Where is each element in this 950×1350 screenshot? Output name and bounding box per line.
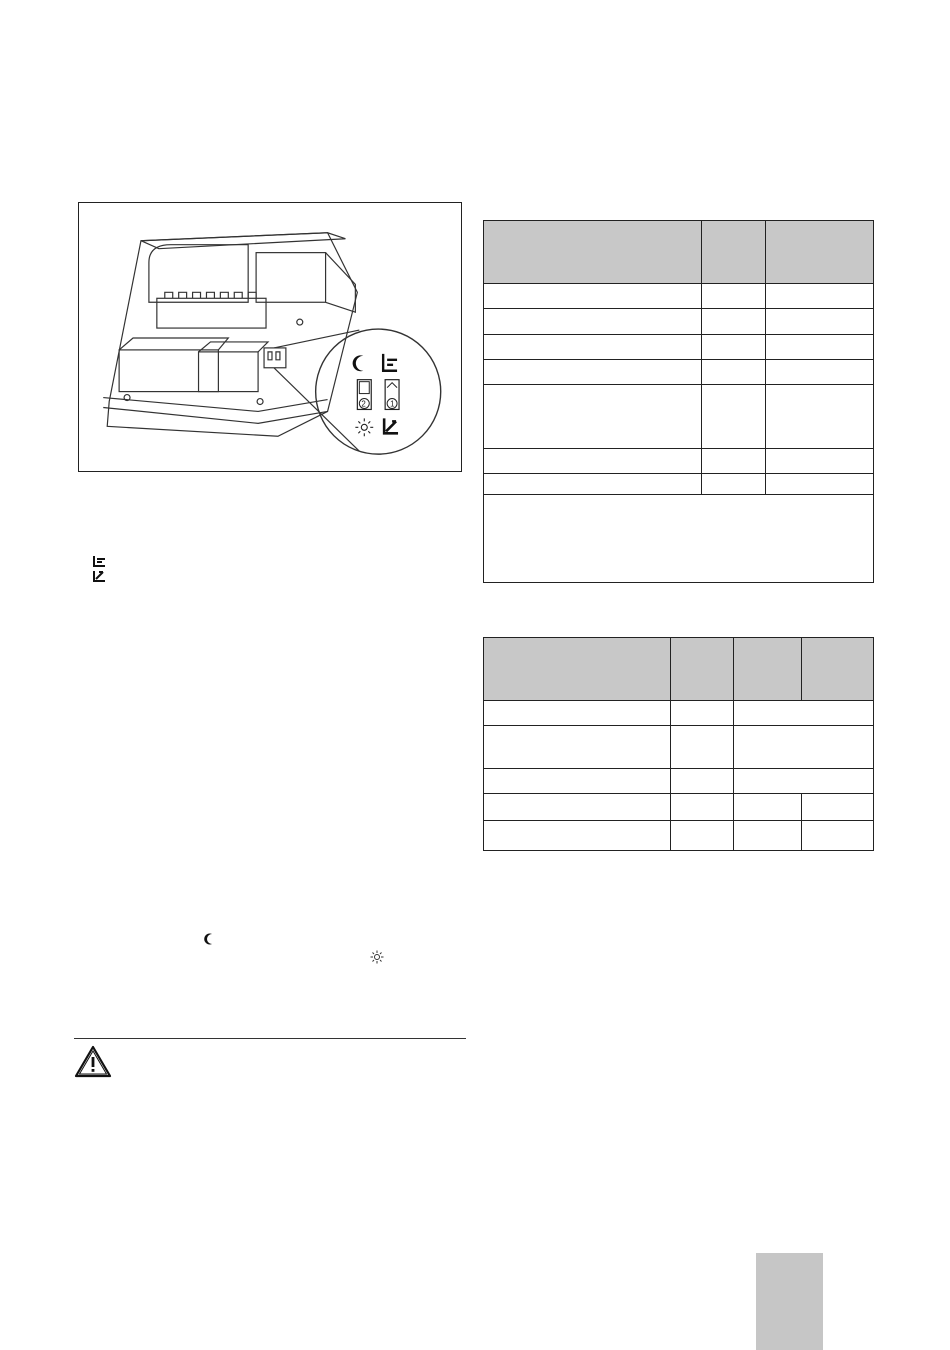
night-moon-icon — [203, 932, 217, 946]
table-row — [484, 769, 874, 794]
table-row — [484, 309, 874, 335]
svg-text:1: 1 — [390, 399, 395, 409]
device-illustration — [78, 202, 462, 472]
table-row — [484, 449, 874, 474]
table-row — [484, 284, 874, 309]
day-sun-icon — [370, 950, 384, 964]
table-row — [484, 726, 874, 769]
table-header-row — [484, 221, 874, 284]
pump-angle-icon — [384, 418, 398, 433]
table-row — [484, 794, 874, 821]
svg-text:2: 2 — [361, 399, 366, 409]
pump-angle-icon — [92, 570, 106, 582]
page-side-tab — [756, 1253, 823, 1350]
day-sun-icon — [355, 418, 373, 436]
table-row — [484, 821, 874, 851]
table-row — [484, 360, 874, 385]
table-row — [484, 474, 874, 495]
settings-table-1 — [483, 220, 874, 583]
table-note-row — [484, 495, 874, 583]
device-drawing — [79, 203, 461, 471]
pump-stage-icon — [383, 354, 397, 371]
table-row — [484, 335, 874, 360]
night-moon-icon — [353, 355, 364, 371]
table-row — [484, 701, 874, 726]
warning-triangle-icon — [74, 1045, 112, 1079]
table-row — [484, 385, 874, 449]
section-divider — [74, 1038, 466, 1039]
dip-switch-detail — [353, 354, 399, 436]
pump-stage-icon — [92, 555, 106, 567]
table-header-row — [484, 638, 874, 701]
settings-table-2 — [483, 637, 874, 851]
